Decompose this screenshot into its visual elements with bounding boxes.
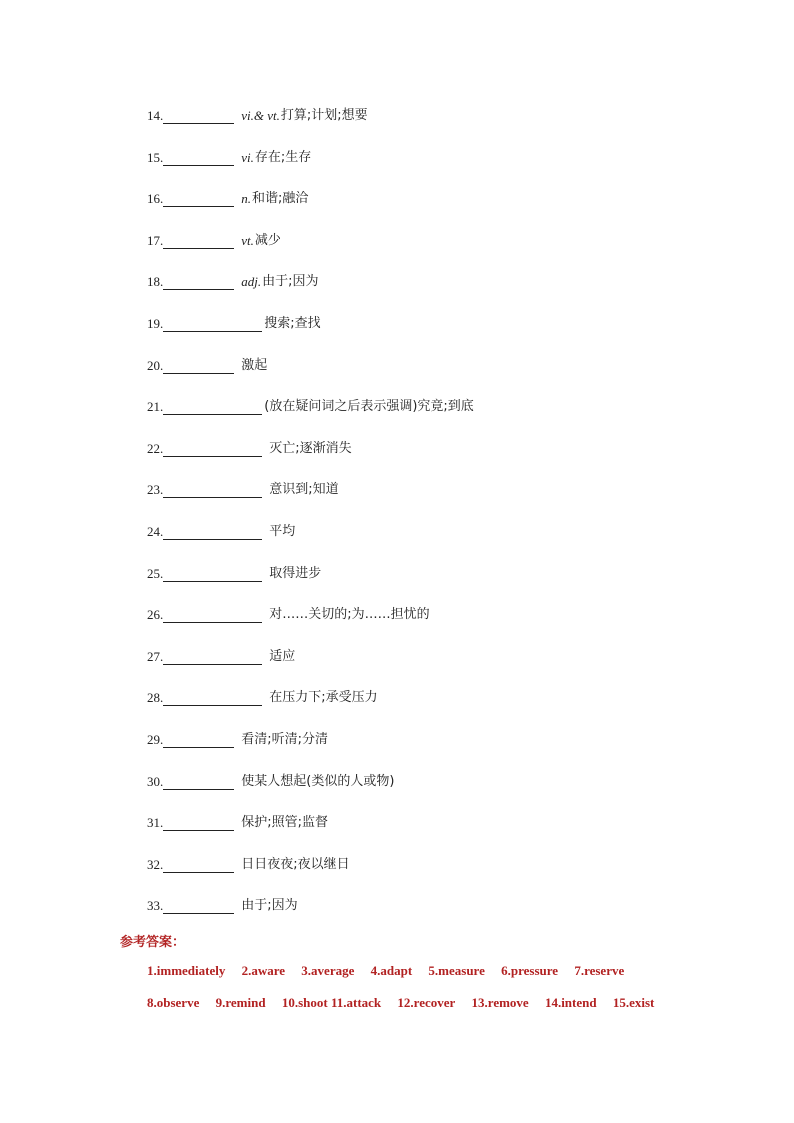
answer-blank[interactable] [163, 568, 262, 582]
item-meaning: 对……关切的;为……担忧的 [269, 607, 430, 622]
answer-blank[interactable] [163, 235, 234, 249]
item-meaning: 搜索;查找 [264, 316, 321, 331]
item-meaning: 灭亡;逐渐消失 [269, 441, 352, 456]
answer-blank[interactable] [163, 609, 262, 623]
item-meaning: (放在疑问词之后表示强调)究竟;到底 [264, 399, 474, 414]
item-number: 23. [147, 482, 164, 497]
vocab-item-22 [147, 437, 352, 457]
answer-key-heading: 参考答案： [120, 935, 186, 950]
item-number: 17. [147, 233, 164, 248]
vocab-item-29 [147, 728, 328, 748]
answer-blank[interactable] [163, 401, 262, 415]
answer-entry: 5.measure [428, 963, 485, 978]
answer-entry: 2.aware [241, 963, 286, 978]
answer-entry: 3.average [301, 963, 355, 978]
part-of-speech: vt. [241, 233, 254, 248]
item-meaning: 适应 [269, 649, 296, 664]
answer-blank[interactable] [163, 859, 234, 873]
answer-blank[interactable] [163, 360, 234, 374]
item-meaning: 日日夜夜;夜以继日 [241, 857, 350, 872]
item-number: 33. [147, 898, 164, 913]
answer-entry: 15.exist [612, 995, 655, 1010]
item-number: 27. [147, 649, 164, 664]
item-number: 16. [147, 191, 164, 206]
vocab-item-15 [147, 146, 311, 166]
answer-entry: 8.observe [147, 995, 200, 1010]
item-meaning: 意识到;知道 [269, 482, 339, 497]
item-meaning: 看清;听清;分清 [241, 732, 329, 747]
vocab-item-18 [147, 270, 319, 290]
answer-blank[interactable] [163, 152, 234, 166]
vocab-item-31 [147, 811, 328, 831]
vocab-item-26 [147, 603, 430, 623]
item-number: 32. [147, 857, 164, 872]
answer-blank[interactable] [163, 776, 234, 790]
item-number: 19. [147, 316, 164, 331]
vocab-item-33 [147, 894, 298, 914]
vocab-item-21 [147, 395, 474, 415]
vocab-item-27 [147, 645, 295, 665]
answer-blank[interactable] [163, 817, 234, 831]
answer-entry: 13.remove [471, 995, 529, 1010]
answer-entry: 14.intend [544, 995, 597, 1010]
vocab-item-14 [147, 104, 368, 124]
item-number: 29. [147, 732, 164, 747]
answer-blank[interactable] [163, 651, 262, 665]
item-number: 14. [147, 108, 164, 123]
answer-blank[interactable] [163, 484, 262, 498]
vocab-item-23 [147, 478, 339, 498]
item-number: 31. [147, 815, 164, 830]
item-number: 15. [147, 150, 164, 165]
item-number: 25. [147, 566, 164, 581]
answer-entry: 9.remind [215, 995, 266, 1010]
answer-entry: 7.reserve [574, 963, 625, 978]
item-meaning: 保护;照管;监督 [241, 815, 329, 830]
answer-entry: 1.immediately [147, 963, 226, 978]
answer-entry: 6.pressure [501, 963, 559, 978]
item-meaning: 使某人想起(类似的人或物) [241, 774, 395, 789]
item-number: 22. [147, 441, 164, 456]
vocab-item-20 [147, 354, 267, 374]
answer-blank[interactable] [163, 734, 234, 748]
vocab-item-19 [147, 312, 321, 332]
item-number: 20. [147, 358, 164, 373]
answer-key-line-2 [147, 995, 667, 1011]
item-meaning: 由于;因为 [241, 898, 298, 913]
vocab-item-24 [147, 520, 295, 540]
part-of-speech: vi.& vt. [241, 108, 280, 123]
item-meaning: 打算;计划;想要 [280, 108, 368, 123]
answer-blank[interactable] [163, 692, 262, 706]
answer-blank[interactable] [163, 110, 234, 124]
part-of-speech: vi. [241, 150, 254, 165]
answer-entry: 4.adapt [370, 963, 413, 978]
answer-blank[interactable] [163, 276, 234, 290]
item-meaning: 取得进步 [269, 566, 322, 581]
item-meaning: 平均 [269, 524, 296, 539]
answer-entry: 12.recover [397, 995, 456, 1010]
vocab-item-16 [147, 187, 308, 207]
item-meaning: 在压力下;承受压力 [269, 690, 378, 705]
vocab-item-30 [147, 770, 394, 790]
answer-blank[interactable] [163, 318, 262, 332]
answer-entry: 11.attack [330, 995, 382, 1010]
answer-key-line-1 [147, 963, 637, 979]
item-number: 26. [147, 607, 164, 622]
item-meaning: 激起 [241, 358, 268, 373]
item-number: 24. [147, 524, 164, 539]
answer-blank[interactable] [163, 526, 262, 540]
item-number: 18. [147, 274, 164, 289]
answer-blank[interactable] [163, 900, 234, 914]
item-number: 30. [147, 774, 164, 789]
item-meaning: 和谐;融洽 [252, 191, 309, 206]
vocab-item-32 [147, 853, 350, 873]
vocab-item-28 [147, 686, 378, 706]
part-of-speech: n. [241, 191, 251, 206]
answer-blank[interactable] [163, 443, 262, 457]
answer-entry: 10.shoot [281, 995, 328, 1010]
item-number: 28. [147, 690, 164, 705]
vocab-item-25 [147, 562, 321, 582]
item-meaning: 由于;因为 [262, 274, 319, 289]
vocab-item-17 [147, 229, 281, 249]
answer-blank[interactable] [163, 193, 234, 207]
item-meaning: 存在;生存 [254, 150, 312, 165]
item-number: 21. [147, 399, 164, 414]
part-of-speech: adj. [241, 274, 262, 289]
item-meaning: 减少 [254, 233, 281, 248]
